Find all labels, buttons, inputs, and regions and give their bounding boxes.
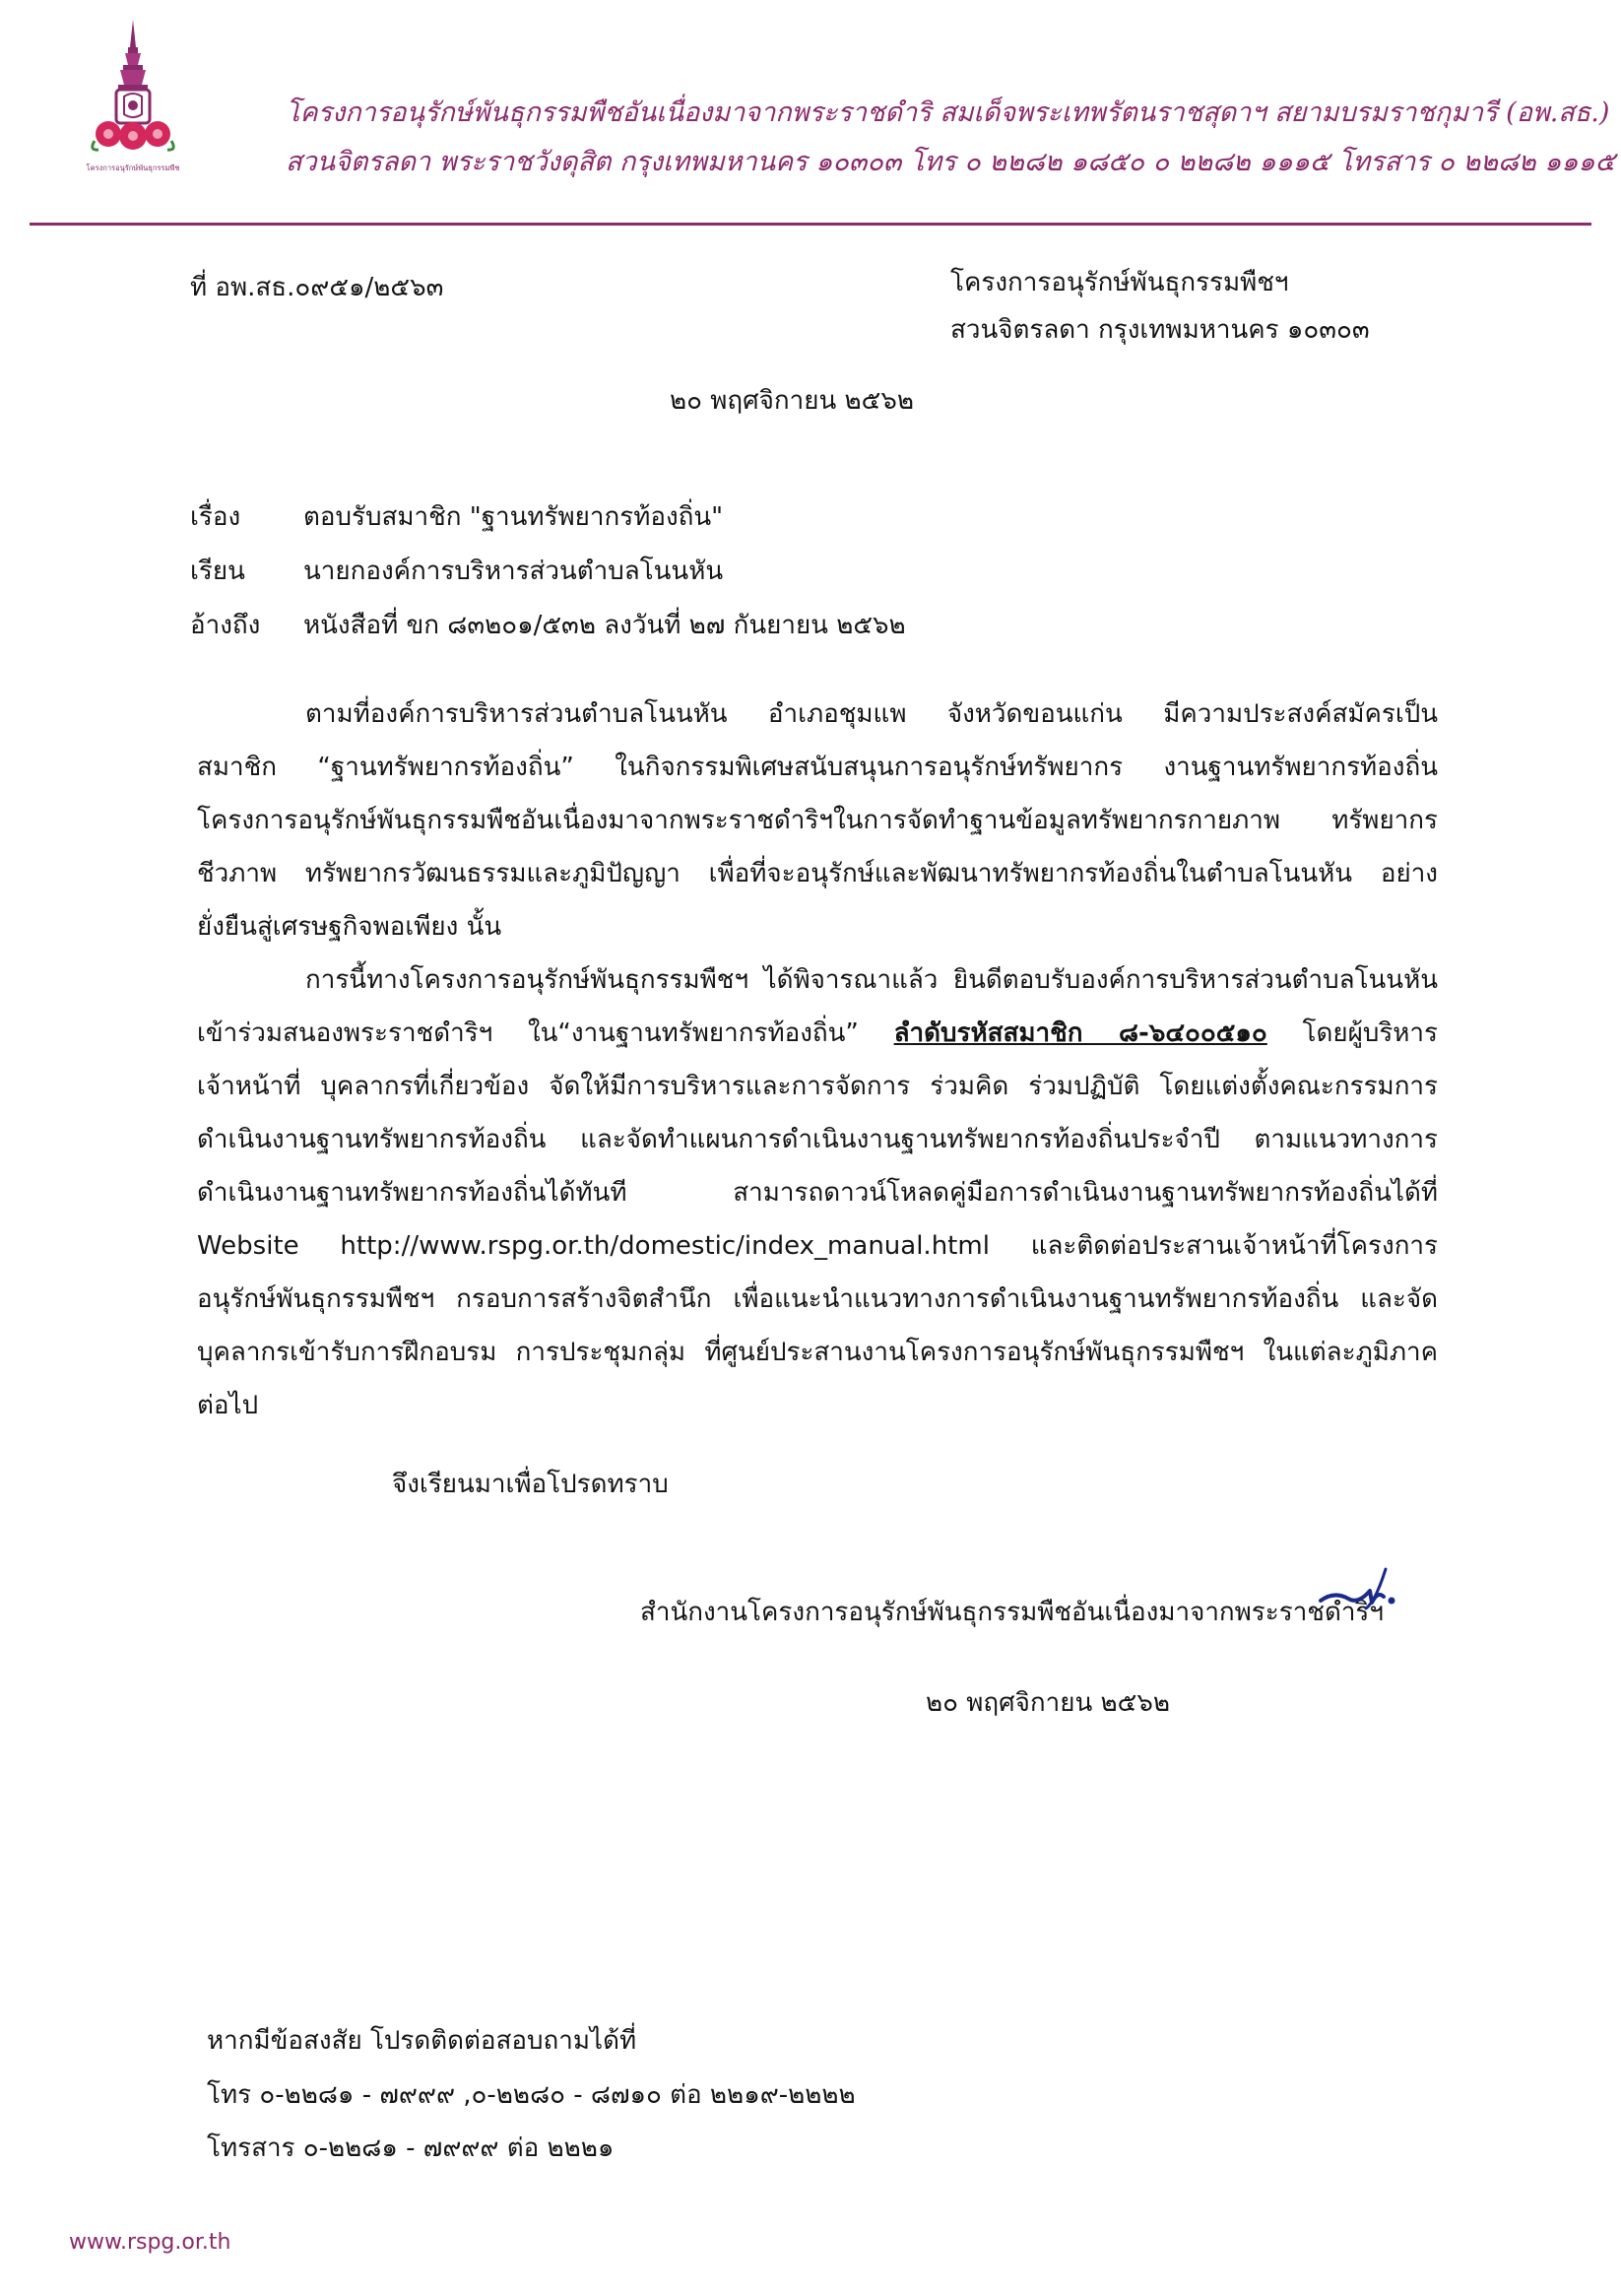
document-number: ที่ อพ.สธ.๐๙๕๑/๒๕๖๓: [190, 273, 444, 302]
reference-label: อ้างถึง: [190, 611, 261, 640]
subject-label: เรื่อง: [190, 502, 241, 532]
paragraph2-line-with-member-code: [197, 1017, 1438, 1050]
letterhead-address-line: สวนจิตรลดา พระราชวังดุสิต กรุงเทพมหานคร ๑๐๓๐๓ โทร ๐ ๒๒๘๒ ๑๘๕๐ ๐ ๒๒๘๒ ๑๑๑๕ โทรสาร ๐ ๒๒๘๒ ๑๑๑๕: [286, 147, 1616, 177]
recipient-value: นายกองค์การบริหารส่วนตำบลโนนหัน: [303, 557, 724, 586]
paragraph2-line: เจ้าหน้าที่ บุคลากรที่เกี่ยวข้อง จัดให้มีการบริหารและการจัดการ ร่วมคิด ร่วมปฏิบัติ โดยแต่งตั้งคณะกรรมการ: [197, 1072, 1438, 1101]
signature-office: สำนักงานโครงการอนุรักษ์พันธุกรรมพืชอันเนื่องมาจากพระราชดำริฯ: [640, 1598, 1384, 1627]
paragraph2-text: โดยผู้บริหาร: [1302, 1018, 1438, 1048]
paragraph2-text: เข้าร่วมสนองพระราชดำริฯ ใน“งานฐานทรัพยากรท้องถิ่น”: [197, 1018, 859, 1048]
closing-line: จึงเรียนมาเพื่อโปรดทราบ: [392, 1470, 669, 1499]
recipient-label: เรียน: [190, 557, 245, 586]
paragraph1-line: โครงการอนุรักษ์พันธุกรรมพืชอันเนื่องมาจากพระราชดำริฯในการจัดทำฐานข้อมูลทรัพยากรกายภาพ ทรัพยากร: [197, 806, 1438, 835]
paragraph2-line: ต่อไป: [197, 1391, 259, 1420]
handwritten-signature-mark: [1315, 1561, 1403, 1615]
paragraph2-line: การนี้ทางโครงการอนุรักษ์พันธุกรรมพืชฯ ได้พิจารณาแล้ว ยินดีตอบรับองค์การบริหารส่วนตำบลโนนหัน: [305, 965, 1438, 995]
contact-phone: โทร ๐-๒๒๘๑ - ๗๙๙๙ ,๐-๒๒๘๐ - ๘๗๑๐ ต่อ ๒๒๑๙-๒๒๒๒: [207, 2080, 856, 2110]
logo-caption: โครงการอนุรักษ์พันธุกรรมพืช: [86, 164, 180, 172]
paragraph2-line: บุคลากรเข้ารับการฝึกอบรม การประชุมกลุ่ม ที่ศูนย์ประสานงานโครงการอนุรักษ์พันธุกรรมพืชฯ ในแต่ละภูมิภาค: [197, 1338, 1438, 1367]
paragraph2-line-website: Website http://www.rspg.or.th/domestic/index_manual.html และติดต่อประสานเจ้าหน้าที่โครงการ: [197, 1231, 1438, 1261]
contact-fax: โทรสาร ๐-๒๒๘๑ - ๗๙๙๙ ต่อ ๒๒๒๑: [207, 2133, 615, 2163]
sender-name: โครงการอนุรักษ์พันธุกรรมพืชฯ: [950, 268, 1289, 297]
paragraph2-line: อนุรักษ์พันธุกรรมพืชฯ กรอบการสร้างจิตสำนึก เพื่อแนะนำแนวทางการดำเนินงานฐานทรัพยากรท้องถิ่น และจัด: [197, 1284, 1438, 1314]
sender-address: สวนจิตรลดา กรุงเทพมหานคร ๑๐๓๐๓: [950, 315, 1370, 345]
paragraph2-line: ดำเนินงานฐานทรัพยากรท้องถิ่นได้ทันที สามารถดาวน์โหลดคู่มือการดำเนินงานฐานทรัพยากรท้องถิ่นได้ที่: [197, 1178, 1438, 1208]
contact-heading: หากมีข้อสงสัย โปรดติดต่อสอบถามได้ที่: [207, 2026, 637, 2056]
member-code: ลำดับรหัสสมาชิก ๘-๖๔๐๐๕๑๐: [893, 1018, 1267, 1048]
royal-crown-emblem-icon: [79, 18, 187, 180]
subject-value: ตอบรับสมาชิก "ฐานทรัพยากรท้องถิ่น": [303, 502, 724, 532]
letter-date: ๒๐ พฤศจิกายน ๒๕๖๒: [670, 386, 914, 416]
reference-value: หนังสือที่ ขก ๘๓๒๐๑/๕๓๒ ลงวันที่ ๒๗ กันยายน ๒๕๖๒: [303, 611, 906, 640]
paragraph1-line: ชีวภาพ ทรัพยากรวัฒนธรรมและภูมิปัญญา เพื่อที่จะอนุรักษ์และพัฒนาทรัพยากรท้องถิ่นในตำบลโนนหัน อย่าง: [197, 859, 1438, 888]
paragraph1-line: ตามที่องค์การบริหารส่วนตำบลโนนหัน อำเภอชุมแพ จังหวัดขอนแก่น มีความประสงค์สมัครเป็น: [305, 699, 1438, 729]
paragraph1-line: ยั่งยืนสู่เศรษฐกิจพอเพียง นั้น: [197, 912, 502, 942]
letterhead-org-line: โครงการอนุรักษ์พันธุกรรมพืชอันเนื่องมาจากพระราชดำริ สมเด็จพระเทพรัตนราชสุดาฯ สยามบรมราชกุมารี (อพ.สธ.): [286, 98, 1610, 128]
footer-website-link[interactable]: www.rspg.or.th: [69, 2230, 231, 2255]
paragraph2-line: ดำเนินงานฐานทรัพยากรท้องถิ่น และจัดทำแผนการดำเนินงานฐานทรัพยากรท้องถิ่นประจำปี ตามแนวทางการ: [197, 1125, 1438, 1154]
signature-date: ๒๐ พฤศจิกายน ๒๕๖๒: [926, 1688, 1170, 1718]
paragraph1-line: สมาชิก “ฐานทรัพยากรท้องถิ่น” ในกิจกรรมพิเศษสนับสนุนการอนุรักษ์ทรัพยากร งานฐานทรัพยากรท้องถิ่น: [197, 753, 1438, 782]
letterhead-divider: [30, 223, 1591, 226]
